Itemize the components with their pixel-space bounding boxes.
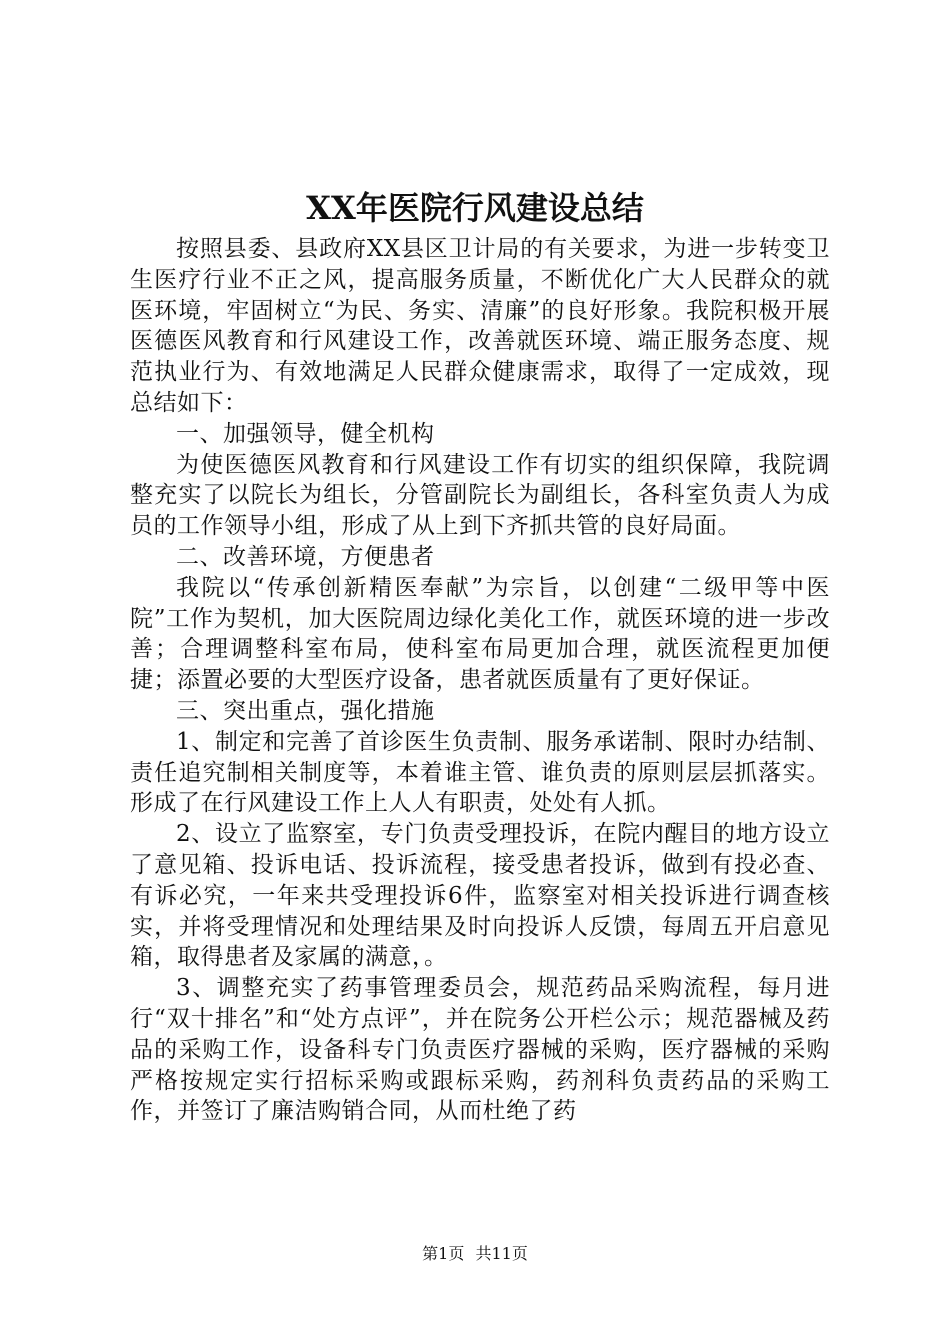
section-heading-1: 一、加强领导，健全机构 bbox=[176, 420, 435, 447]
document-body bbox=[130, 234, 830, 1127]
page-footer bbox=[0, 1243, 950, 1265]
document-title: XX年医院行风建设总结 bbox=[306, 189, 644, 227]
section-1-paragraph-1: 为使医德医风教育和行风建设工作有切实的组织保障，我院调整充实了以院长为组长，分管副院长为副组长，各科室负责人为成员的工作领导小组，形成了从上到下齐抓共管的良好局面。 bbox=[130, 451, 830, 540]
section-3-paragraph-2: 2、设立了监察室，专门负责受理投诉，在院内醒目的地方设立了意见箱、投诉电话、投诉流程，接受患者投诉，做到有投必查、有诉必究，一年来共受理投诉6件，监察室对相关投诉进行调查核实，并将受理情况和处理结果及时向投诉人反馈，每周五开启意见箱，取得患者及家属的满意，。 bbox=[130, 821, 830, 971]
section-2-paragraph-1: 我院以“传承创新精医奉献”为宗旨，以创建“二级甲等中医院”工作为契机，加大医院周边绿化美化工作，就医环境的进一步改善；合理调整科室布局，使科室布局更加合理，就医流程更加便捷；添置必要的大型医疗设备，患者就医质量有了更好保证。 bbox=[130, 574, 830, 694]
page-number: 第1页 bbox=[422, 1244, 465, 1263]
section-3-paragraph-3: 3、调整充实了药事管理委员会，规范药品采购流程，每月进行“双十排名”和“处方点评”，并在院务公开栏公示；规范器械及药品的采购工作，设备科专门负责医疗器械的采购，医疗器械的采购严格按规定实行招标采购或跟标采购，药剂科负责药品的采购工作，并签订了廉洁购销合同，从而杜绝了药 bbox=[130, 975, 830, 1125]
section-3-paragraph-1: 1、制定和完善了首诊医生负责制、服务承诺制、限时办结制、责任追究制相关制度等，本着谁主管、谁负责的原则层层抓落实。形成了在行风建设工作上人人有职责，处处有人抓。 bbox=[130, 728, 830, 817]
intro-paragraph: 按照县委、县政府XX县区卫计局的有关要求，为进一步转变卫生医疗行业不正之风，提高服务质量，不断优化广大人民群众的就医环境，牢固树立“为民、务实、清廉”的良好形象。我院积极开展医德医风教育和行风建设工作，改善就医环境、端正服务态度、规范执业行为、有效地满足人民群众健康需求，取得了一定成效，现总结如下： bbox=[130, 236, 830, 416]
section-heading-2: 二、改善环境，方便患者 bbox=[176, 543, 435, 570]
page-total: 共11页 bbox=[475, 1244, 528, 1263]
section-heading-3: 三、突出重点，强化措施 bbox=[176, 697, 435, 724]
